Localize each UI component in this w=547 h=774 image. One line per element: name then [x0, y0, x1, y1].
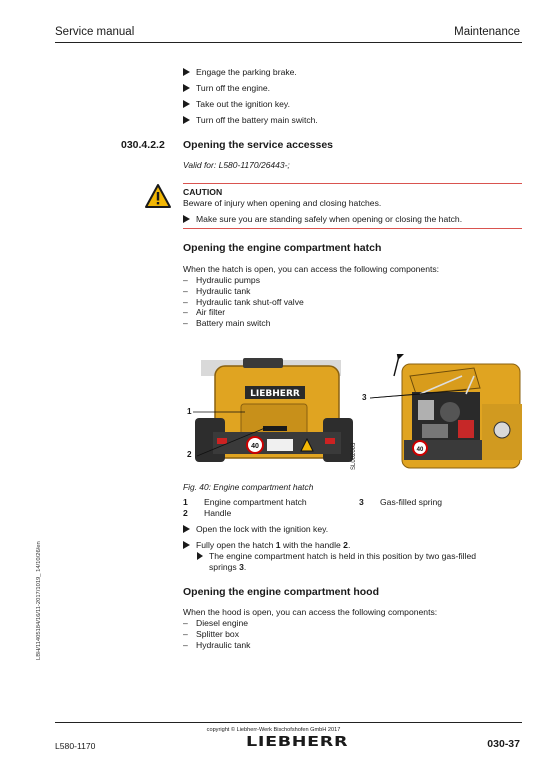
step-item: Open the lock with the ignition key. — [183, 524, 328, 535]
step-arrow-icon — [183, 100, 190, 108]
list-item: – Hydraulic pumps — [183, 275, 260, 285]
open-hatch-photo — [362, 354, 522, 476]
step-arrow-icon — [183, 84, 190, 92]
svg-text:40: 40 — [251, 443, 259, 450]
svg-text:40: 40 — [416, 447, 424, 453]
hood-component-list — [183, 618, 250, 650]
legend-num: 3 — [359, 497, 364, 507]
result-item-cont: springs 3. — [209, 562, 247, 572]
step-arrow-icon — [183, 68, 190, 76]
caution-bottom-rule — [183, 228, 522, 229]
callout-2: 2 — [187, 450, 192, 459]
caution-text: Beware of injury when opening and closing hatches. — [183, 198, 382, 208]
section-number: 030.4.2.2 — [121, 139, 165, 151]
list-item: – Hydraulic tank shut-off valve — [183, 296, 304, 307]
header-divider — [55, 42, 522, 43]
legend-label: Handle — [204, 508, 232, 518]
warning-icon — [144, 183, 172, 209]
list-item: – Hydraulic tank — [183, 639, 251, 650]
caution-top-rule — [183, 183, 522, 184]
copyright: copyright © Liebherr-Werk Bischofshofen GmbH 2017 — [206, 727, 341, 733]
step-arrow-icon — [183, 525, 190, 533]
figure-code: SL002003 — [351, 442, 357, 470]
header-title: Service manual — [55, 26, 135, 38]
step-item: Turn off the engine. — [183, 83, 270, 94]
step-arrow-icon — [183, 215, 190, 223]
valid-for: Valid for: L580-1170/26443-; — [183, 160, 290, 170]
callout-3: 3 — [362, 393, 367, 402]
legend-label: Gas-filled spring — [380, 497, 443, 507]
hatch-heading: Opening the engine compartment hatch — [183, 242, 382, 254]
step-item: Fully open the hatch 1 with the handle 2. — [183, 540, 350, 551]
step-arrow-icon — [183, 541, 190, 549]
figure-caption: Fig. 40: Engine compartment hatch — [183, 482, 314, 492]
list-item: – Hydraulic tank — [183, 285, 251, 296]
caution-title: CAUTION — [183, 187, 223, 197]
hood-heading: Opening the engine compartment hood — [183, 586, 380, 598]
page-number: 030-37 — [487, 738, 520, 750]
list-item: – Splitter box — [183, 628, 239, 639]
hatch-component-list — [183, 275, 304, 329]
list-item: – Diesel engine — [183, 618, 249, 628]
step-item: Engage the parking brake. — [183, 67, 297, 78]
step-item: Turn off the battery main switch. — [183, 115, 318, 126]
step-item: Take out the ignition key. — [183, 99, 290, 110]
legend-num: 1 — [183, 497, 188, 507]
list-item: – Air filter — [183, 307, 226, 318]
result-arrow-icon — [197, 552, 203, 560]
legend-label: Engine compartment hatch — [204, 497, 307, 507]
machine-rear-photo — [183, 354, 361, 476]
hood-intro: When the hood is open, you can access the following components: — [183, 607, 438, 617]
result-item: The engine compartment hatch is held in this position by two gas-filled — [197, 551, 476, 562]
section-title: Opening the service accesses — [183, 139, 333, 151]
document-code: LBH/11405184/16/11-2017/1019_ 14/10/26/en — [36, 541, 42, 660]
header-section: Maintenance — [454, 26, 520, 38]
liebherr-logo: LIEBHERR — [246, 735, 349, 750]
list-item: – Battery main switch — [183, 318, 271, 329]
caution-step: Make sure you are standing safely when opening or closing the hatch. — [183, 214, 462, 225]
model-number: L580-1170 — [55, 741, 96, 751]
legend-num: 2 — [183, 508, 188, 518]
hatch-intro: When the hatch is open, you can access the following components: — [183, 264, 440, 274]
callout-1: 1 — [187, 407, 192, 416]
svg-text:LIEBHERR: LIEBHERR — [250, 389, 300, 399]
footer-divider — [55, 722, 522, 723]
step-arrow-icon — [183, 116, 190, 124]
